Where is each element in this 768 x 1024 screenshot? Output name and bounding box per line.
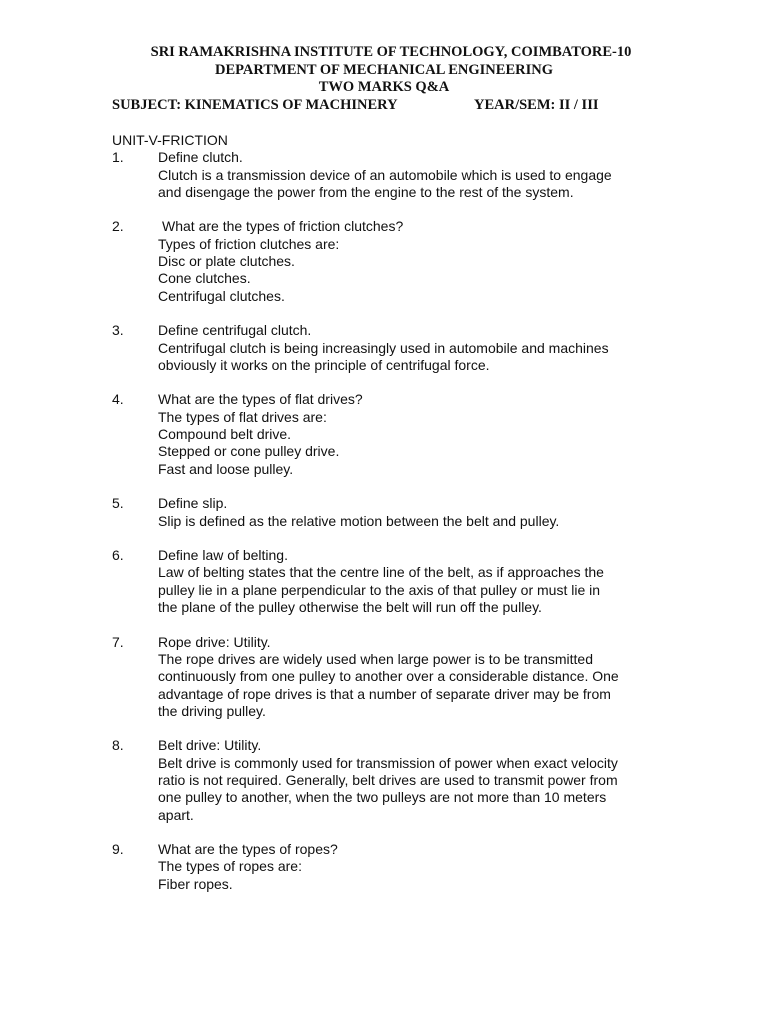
document-header (0, 44, 768, 114)
question-number: 5. (112, 495, 124, 512)
answer-line: Clutch is a transmission device of an automobile which is used to engage (158, 166, 612, 183)
question-item (112, 547, 672, 616)
answer-line: the driving pulley. (158, 702, 266, 719)
question-list (112, 149, 672, 893)
answer-line: The rope drives are widely used when large power is to be transmitted (158, 650, 593, 667)
question-item (112, 218, 672, 304)
answer-text (158, 409, 672, 478)
answer-text (158, 167, 672, 202)
question-number: 8. (112, 737, 124, 754)
answer-line: obviously it works on the principle of centrifugal force. (158, 356, 490, 373)
answer-text (158, 651, 672, 720)
answer-text (158, 513, 672, 530)
question-row (112, 391, 672, 408)
question-row (112, 634, 672, 651)
answer-line: Belt drive is commonly used for transmission of power when exact velocity (158, 754, 618, 771)
subject-label: SUBJECT: KINEMATICS OF MACHINERY (112, 96, 398, 113)
answer-text (158, 564, 672, 616)
answer-line: The types of flat drives are: (158, 408, 327, 425)
question-text: What are the types of flat drives? (158, 391, 363, 408)
answer-line: ratio is not required. Generally, belt drives are used to transmit power from (158, 771, 618, 788)
question-number: 2. (112, 218, 124, 235)
question-item (112, 495, 672, 530)
year-sem-label: YEAR/SEM: II / III (474, 96, 599, 113)
answer-line: Compound belt drive. (158, 426, 292, 443)
department-name: DEPARTMENT OF MECHANICAL ENGINEERING (215, 61, 553, 78)
answer-line: Fiber ropes. (158, 875, 233, 892)
answer-line: Centrifugal clutch is being increasingly used in automobile and machines (158, 339, 609, 356)
question-item (112, 149, 672, 201)
answer-line: the plane of the pulley otherwise the belt will run off the pulley. (158, 599, 542, 616)
question-number: 9. (112, 841, 124, 858)
question-item (112, 841, 672, 893)
answer-line: The types of ropes are: (158, 858, 302, 875)
answer-text (158, 755, 672, 824)
question-number: 4. (112, 391, 124, 408)
question-text: Rope drive: Utility. (158, 633, 271, 650)
answer-line: Types of friction clutches are: (158, 235, 340, 252)
question-text: Belt drive: Utility. (158, 737, 262, 754)
answer-line: Centrifugal clutches. (158, 287, 285, 304)
question-row (112, 737, 672, 754)
question-text: Define slip. (158, 495, 228, 512)
answer-line: Law of belting states that the centre line of the belt, as if approaches the (158, 564, 604, 581)
document-type: TWO MARKS Q&A (318, 79, 450, 95)
answer-line: Stepped or cone pulley drive. (158, 443, 340, 460)
question-row (112, 841, 672, 858)
subject-row (0, 97, 768, 115)
question-text: Define law of belting. (158, 547, 288, 564)
question-number: 7. (112, 633, 124, 650)
institute-name: SRI RAMAKRISHNA INSTITUTE OF TECHNOLOGY, COIMBATORE-10 (150, 44, 632, 60)
question-row (112, 218, 672, 235)
answer-line: advantage of rope drives is that a number of separate driver may be from (158, 685, 611, 702)
question-text: Define clutch. (158, 149, 243, 166)
answer-text (158, 858, 672, 893)
question-row (112, 495, 672, 512)
answer-line: Fast and loose pulley. (158, 460, 294, 477)
answer-line: apart. (158, 806, 194, 823)
unit-title: UNIT-V-FRICTION (112, 132, 228, 148)
question-row (112, 322, 672, 339)
answer-line: pulley lie in a plane perpendicular to the axis of that pulley or must lie in (158, 581, 601, 598)
answer-text (158, 236, 672, 305)
question-text: What are the types of friction clutches? (162, 218, 404, 235)
answer-line: one pulley to another, when the two pulleys are not more than 10 meters (158, 789, 607, 806)
question-item (112, 634, 672, 720)
question-row (112, 547, 672, 564)
document-body (112, 132, 672, 910)
question-item (112, 391, 672, 477)
answer-line: continuously from one pulley to another over a considerable distance. One (158, 668, 619, 685)
answer-text (158, 340, 672, 375)
question-number: 1. (112, 149, 124, 166)
question-text: Define centrifugal clutch. (158, 322, 312, 339)
question-number: 3. (112, 322, 124, 339)
question-item (112, 737, 672, 823)
question-item (112, 322, 672, 374)
answer-line: Cone clutches. (158, 270, 251, 287)
answer-line: Disc or plate clutches. (158, 253, 295, 270)
answer-line: Slip is defined as the relative motion between the belt and pulley. (158, 512, 560, 529)
question-number: 6. (112, 547, 124, 564)
answer-line: and disengage the power from the engine to the rest of the system. (158, 183, 574, 200)
question-text: What are the types of ropes? (158, 841, 338, 858)
question-row (112, 149, 672, 166)
